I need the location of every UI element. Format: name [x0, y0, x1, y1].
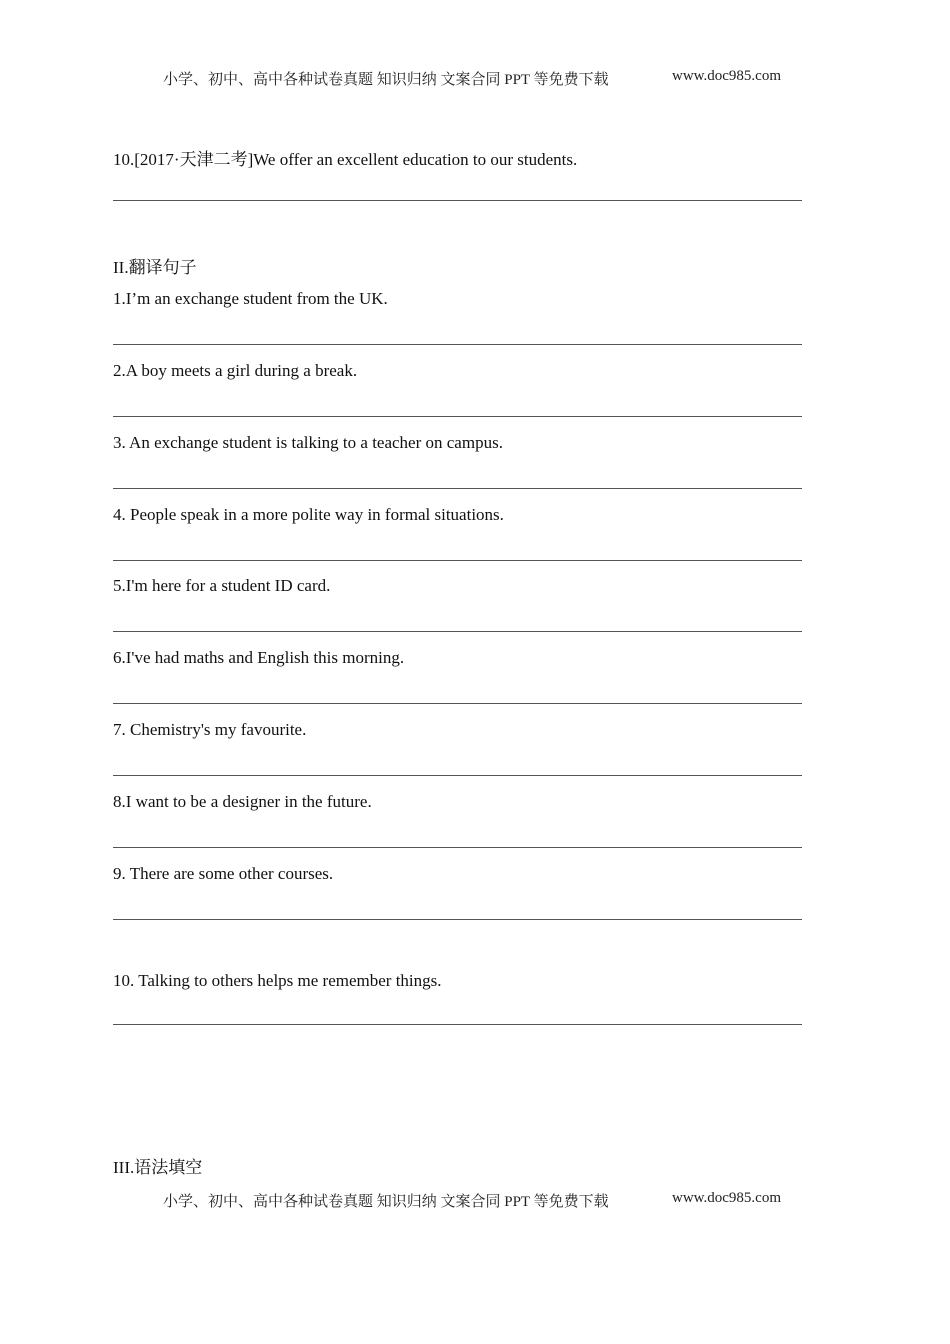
translate-item-9: 9. There are some other courses. [113, 864, 334, 883]
answer-line-2[interactable] [113, 416, 802, 417]
page-footer [163, 1190, 803, 1211]
footer-url: www.doc985.com [672, 1190, 782, 1206]
answer-line-7[interactable] [113, 775, 802, 776]
question-item-prev-10: 10.[2017·天津二考]We offer an excellent education to our students. [113, 150, 578, 169]
answer-line[interactable] [113, 200, 802, 201]
translate-item-1: 1.I’m an exchange student from the UK. [113, 289, 388, 308]
answer-line-1[interactable] [113, 344, 802, 345]
translate-item-2: 2.A boy meets a girl during a break. [113, 361, 358, 380]
section-title-translate: II.翻译句子 [113, 258, 197, 277]
answer-line-10[interactable] [113, 1024, 802, 1025]
translate-item-10: 10. Talking to others helps me remember things. [113, 971, 442, 990]
translate-item-5: 5.I'm here for a student ID card. [113, 576, 331, 595]
translate-item-6: 6.I've had maths and English this morning. [113, 648, 405, 667]
answer-line-9[interactable] [113, 919, 802, 920]
footer-text: 小学、初中、高中各种试卷真题 知识归纳 文案合同 PPT 等免费下载 [163, 1194, 609, 1210]
translate-item-3: 3. An exchange student is talking to a teacher on campus. [113, 433, 503, 452]
translate-item-8: 8.I want to be a designer in the future. [113, 792, 372, 811]
answer-line-4[interactable] [113, 560, 802, 561]
translate-item-4: 4. People speak in a more polite way in formal situations. [113, 505, 504, 524]
header-text: 小学、初中、高中各种试卷真题 知识归纳 文案合同 PPT 等免费下载 [163, 72, 609, 88]
answer-line-3[interactable] [113, 488, 802, 489]
page-header [163, 68, 803, 89]
header-url: www.doc985.com [672, 68, 782, 84]
translate-item-7: 7. Chemistry's my favourite. [113, 720, 307, 739]
answer-line-6[interactable] [113, 703, 802, 704]
answer-line-5[interactable] [113, 631, 802, 632]
section-title-grammar: III.语法填空 [113, 1158, 203, 1177]
answer-line-8[interactable] [113, 847, 802, 848]
